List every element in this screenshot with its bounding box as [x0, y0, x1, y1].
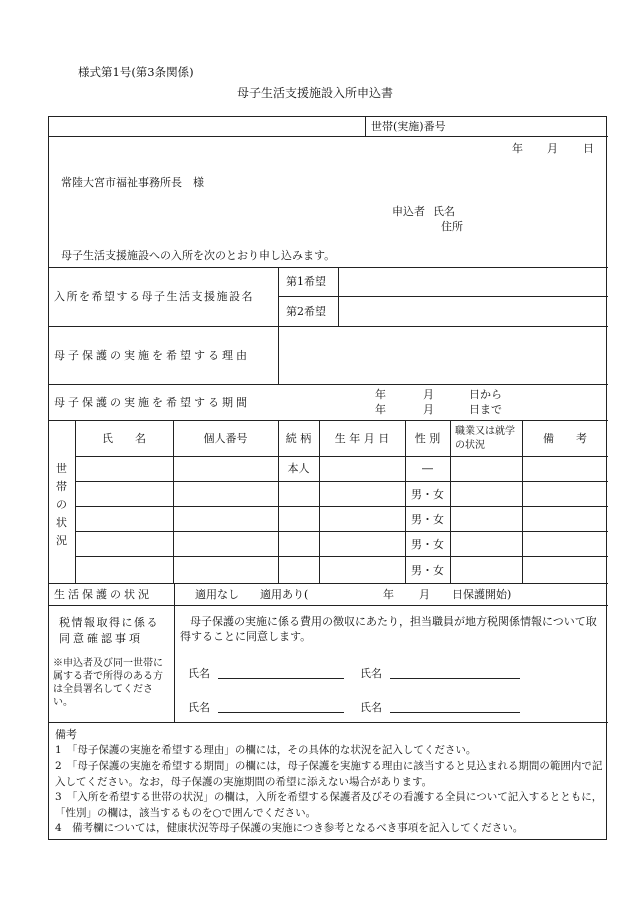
signature-line[interactable] [218, 712, 344, 713]
row-divider [49, 384, 608, 385]
remarks-item: 3 「入所を希望する世帯の状況」の欄は，入所を希望する保護者及びその看護する全員について記入するとともに，「性別」の欄は，該当するものを○で囲んでください。 [55, 791, 603, 819]
remarks-item: 1 「母子保護の実施を希望する理由」の欄には，その具体的な状況を記入してください。 [55, 744, 477, 756]
row-divider [75, 456, 608, 457]
remarks-item: 4 備考欄については，健康状況等母子保護の実施につき参考となるべき事項を記入してください。 [55, 822, 524, 834]
column-divider [278, 267, 279, 384]
consent-text: 母子保護の実施に係る費用の徴収にあたり，担当職員が地方税関係情報について取得することに同意します。 [180, 615, 597, 643]
row-divider [49, 420, 608, 421]
header-name: 氏 名 [102, 432, 146, 445]
welfare-year: 年 [383, 588, 394, 601]
header-gender: 性 別 [414, 432, 441, 445]
period-to-month: 月 [423, 403, 434, 416]
period-label: 母子保護の実施を希望する期間 [54, 396, 250, 409]
row-divider [75, 531, 608, 532]
row-divider [49, 722, 608, 723]
signature-name-label: 氏名 [360, 701, 382, 714]
header-relation: 続 柄 [285, 432, 312, 445]
header-birth-date: 生 年 月 日 [334, 432, 390, 445]
welfare-applicable: 適用あり( [260, 588, 309, 601]
row-divider [49, 326, 608, 327]
household-side-label-char: 世 [56, 462, 67, 475]
signature-line[interactable] [390, 678, 520, 679]
row-gender: 男・女 [411, 538, 444, 551]
period-from-year: 年 [375, 388, 386, 401]
period-from-month: 月 [423, 388, 434, 401]
signature-name-label: 氏名 [360, 667, 382, 680]
applicant-address-label: 住所 [441, 220, 463, 233]
row-divider [75, 506, 608, 507]
row-divider [75, 556, 608, 557]
period-to-day: 日まで [469, 403, 502, 416]
household-side-label-char: 帯 [56, 480, 67, 493]
row-divider [49, 136, 608, 137]
period-from-day: 日から [469, 388, 502, 401]
column-divider [338, 267, 339, 326]
welfare-month: 月 [419, 588, 430, 601]
first-choice-label: 第1希望 [286, 275, 326, 288]
row-relation: 本人 [287, 462, 310, 475]
addressee: 常陸大宮市福祉事務所長 様 [61, 176, 204, 189]
remarks-item: 2 「母子保護の実施を希望する期間」の欄には，母子保護を実施する理由に該当すると見込まれる期間の範囲内で記入してください。なお，母子保護の実施期間の希望に添えない場合があります。 [55, 760, 603, 788]
header-remarks: 備 考 [543, 432, 587, 445]
consent-label: 税情報取得に係る [59, 616, 159, 629]
header-occupation: 職業又は就学の状況 [455, 426, 515, 451]
column-divider [75, 420, 76, 583]
column-divider [405, 420, 406, 583]
signature-line[interactable] [218, 678, 344, 679]
applicant-label: 申込者 [392, 205, 425, 218]
date-month: 月 [547, 142, 558, 155]
column-divider [522, 420, 523, 583]
date-day: 日 [583, 142, 594, 155]
household-side-label-char: の [56, 498, 67, 511]
consent-label: 同意確認事項 [59, 632, 143, 645]
column-divider [319, 420, 320, 583]
welfare-label: 生活保護の状況 [54, 588, 152, 601]
period-to-year: 年 [375, 403, 386, 416]
row-gender: 男・女 [411, 564, 444, 577]
signature-name-label: 氏名 [188, 701, 210, 714]
row-divider [49, 267, 608, 268]
row-divider [75, 481, 608, 482]
household-side-label-char: 況 [56, 534, 67, 547]
household-side-label-char: 状 [56, 516, 67, 529]
second-choice-label: 第2希望 [286, 305, 326, 318]
welfare-start: 日保護開始) [452, 588, 512, 601]
header-personal-number: 個人番号 [203, 432, 248, 445]
remarks-heading: 備考 [55, 728, 77, 741]
column-divider [365, 117, 366, 136]
date-year: 年 [512, 142, 523, 155]
row-divider [49, 583, 608, 584]
column-divider [174, 583, 175, 722]
row-divider [278, 296, 608, 297]
form-number: 様式第1号(第3条関係) [78, 65, 194, 79]
reason-label: 母子保護の実施を希望する理由 [54, 349, 250, 362]
facility-label: 入所を希望する母子生活支援施設名 [54, 290, 254, 303]
document-title: 母子生活支援施設入所申込書 [236, 86, 393, 100]
row-gender: ― [422, 462, 433, 475]
welfare-not-applicable: 適用なし [195, 588, 239, 601]
household-number-label: 世帯(実施)番号 [371, 120, 446, 133]
applicant-name-label: 氏名 [433, 205, 455, 218]
row-divider [49, 605, 608, 606]
signature-line[interactable] [390, 712, 520, 713]
row-gender: 男・女 [411, 488, 444, 501]
application-statement: 母子生活支援施設への入所を次のとおり申し込みます。 [61, 249, 336, 262]
application-form [48, 116, 607, 840]
column-divider [173, 420, 174, 583]
column-divider [450, 420, 451, 583]
consent-note: ※申込者及び同一世帯に属する者で所得のある方は全員署名してください。 [53, 658, 163, 708]
signature-name-label: 氏名 [188, 667, 210, 680]
column-divider [278, 420, 279, 583]
row-gender: 男・女 [411, 513, 444, 526]
